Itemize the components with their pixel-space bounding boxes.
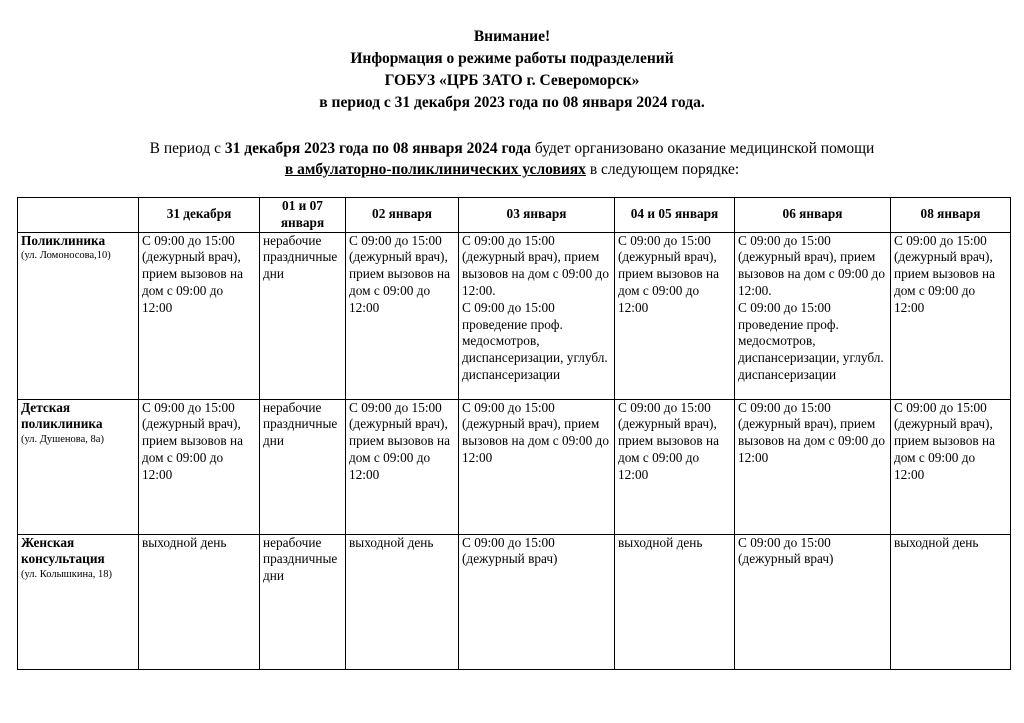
schedule-text: С 09:00 до 15:00 (дежурный врач), прием вызовов на дом с 09:00 до 12:00. С 09:00 до 15:00 проведение проф. медосмотров, диспансеризации, углубл. диспансеризации (462, 232, 609, 382)
header-organization: ГОБУЗ «ЦРБ ЗАТО г. Североморск» (384, 72, 640, 89)
schedule-text: С 09:00 до 15:00 (дежурный врач) (462, 534, 558, 567)
column-header (18, 198, 139, 233)
department-cell (18, 232, 139, 399)
intro-bold-period: 31 декабря 2023 года по 08 января 2024 года (224, 140, 532, 157)
department-address: (ул. Ломоносова,10) (21, 250, 111, 262)
schedule-cell (459, 232, 615, 399)
department-name: Женская консультация (21, 534, 105, 567)
schedule-text: С 09:00 до 15:00 (дежурный врач), прием вызовов на дом с 09:00 до 12:00 (142, 232, 244, 315)
schedule-cell (459, 534, 615, 669)
schedule-cell (891, 534, 1011, 669)
intro-line-1 (0, 138, 1024, 159)
column-header: 06 января (735, 198, 891, 233)
schedule-cell (735, 534, 891, 669)
header-info: Информация о режиме работы подразделений (350, 50, 674, 67)
schedule-text: С 09:00 до 15:00 (дежурный врач), прием вызовов на дом с 09:00 до 12:00 (349, 232, 451, 315)
column-header: 08 января (891, 198, 1011, 233)
table-row (18, 399, 1011, 534)
schedule-text: С 09:00 до 15:00 (дежурный врач), прием вызовов на дом с 09:00 до 12:00 (142, 399, 244, 482)
schedule-text: С 09:00 до 15:00 (дежурный врач), прием вызовов на дом с 09:00 до 12:00 (349, 399, 451, 482)
schedule-text: нерабочие праздничные дни (263, 399, 338, 449)
schedule-cell (260, 399, 346, 534)
schedule-cell (139, 534, 260, 669)
schedule-text: выходной день (618, 534, 703, 550)
schedule-text: С 09:00 до 15:00 (дежурный врач), прием вызовов на дом с 09:00 до 12:00 (894, 232, 996, 315)
schedule-text: нерабочие праздничные дни (263, 534, 338, 584)
schedule-cell (891, 232, 1011, 399)
department-address: (ул. Колышкина, 18) (21, 569, 112, 581)
document-header (0, 26, 1024, 114)
column-header: 04 и 05 января (615, 198, 735, 233)
schedule-text: выходной день (142, 534, 227, 550)
department-cell (18, 399, 139, 534)
schedule-cell (139, 232, 260, 399)
intro-line-2 (0, 159, 1024, 180)
schedule-text: С 09:00 до 15:00 (дежурный врач), прием вызовов на дом с 09:00 до 12:00 (738, 399, 885, 465)
column-header: 31 декабря (139, 198, 260, 233)
schedule-text: С 09:00 до 15:00 (дежурный врач), прием вызовов на дом с 09:00 до 12:00 (618, 232, 720, 315)
department-name: Детская поликлиника (21, 399, 103, 432)
schedule-text: нерабочие праздничные дни (263, 232, 338, 282)
header-attention: Внимание! (473, 28, 551, 45)
schedule-cell (891, 399, 1011, 534)
schedule-text: С 09:00 до 15:00 (дежурный врач), прием вызовов на дом с 09:00 до 12:00 (618, 399, 720, 482)
schedule-cell (346, 399, 459, 534)
schedule-text: С 09:00 до 15:00 (дежурный врач), прием вызовов на дом с 09:00 до 12:00 (462, 399, 609, 465)
schedule-text: выходной день (894, 534, 979, 550)
column-header: 02 января (346, 198, 459, 233)
intro-part2: будет организовано оказание медицинской помощи (531, 140, 875, 157)
table-row (18, 232, 1011, 399)
column-header: 01 и 07 января (260, 198, 346, 233)
intro-part1: В период с (149, 140, 225, 157)
department-name: Поликлиника (21, 232, 106, 248)
column-header: 03 января (459, 198, 615, 233)
schedule-cell (260, 232, 346, 399)
schedule-cell (615, 399, 735, 534)
table-header-row (18, 198, 1011, 233)
schedule-cell (260, 534, 346, 669)
schedule-cell (735, 399, 891, 534)
intro-underlined: в амбулаторно-поликлинических условиях (284, 161, 586, 178)
schedule-cell (459, 399, 615, 534)
schedule-cell (139, 399, 260, 534)
department-address: (ул. Душенова, 8а) (21, 434, 104, 446)
schedule-text: С 09:00 до 15:00 (дежурный врач) (738, 534, 834, 567)
schedule-cell (615, 232, 735, 399)
schedule-text: С 09:00 до 15:00 (дежурный врач), прием вызовов на дом с 09:00 до 12:00. С 09:00 до 15:00 проведение проф. медосмотров, диспансеризации, углубл. диспансеризации (738, 232, 885, 382)
schedule-text: выходной день (349, 534, 434, 550)
schedule-cell (346, 534, 459, 669)
schedule-text: С 09:00 до 15:00 (дежурный врач), прием вызовов на дом с 09:00 до 12:00 (894, 399, 996, 482)
department-cell (18, 534, 139, 669)
header-period: в период с 31 декабря 2023 года по 08 января 2024 года. (319, 94, 705, 111)
table-row (18, 534, 1011, 669)
schedule-table (17, 197, 1011, 670)
intro-part3: в следующем порядке: (585, 161, 740, 178)
schedule-cell (735, 232, 891, 399)
intro-paragraph (0, 138, 1024, 180)
schedule-cell (346, 232, 459, 399)
schedule-cell (615, 534, 735, 669)
